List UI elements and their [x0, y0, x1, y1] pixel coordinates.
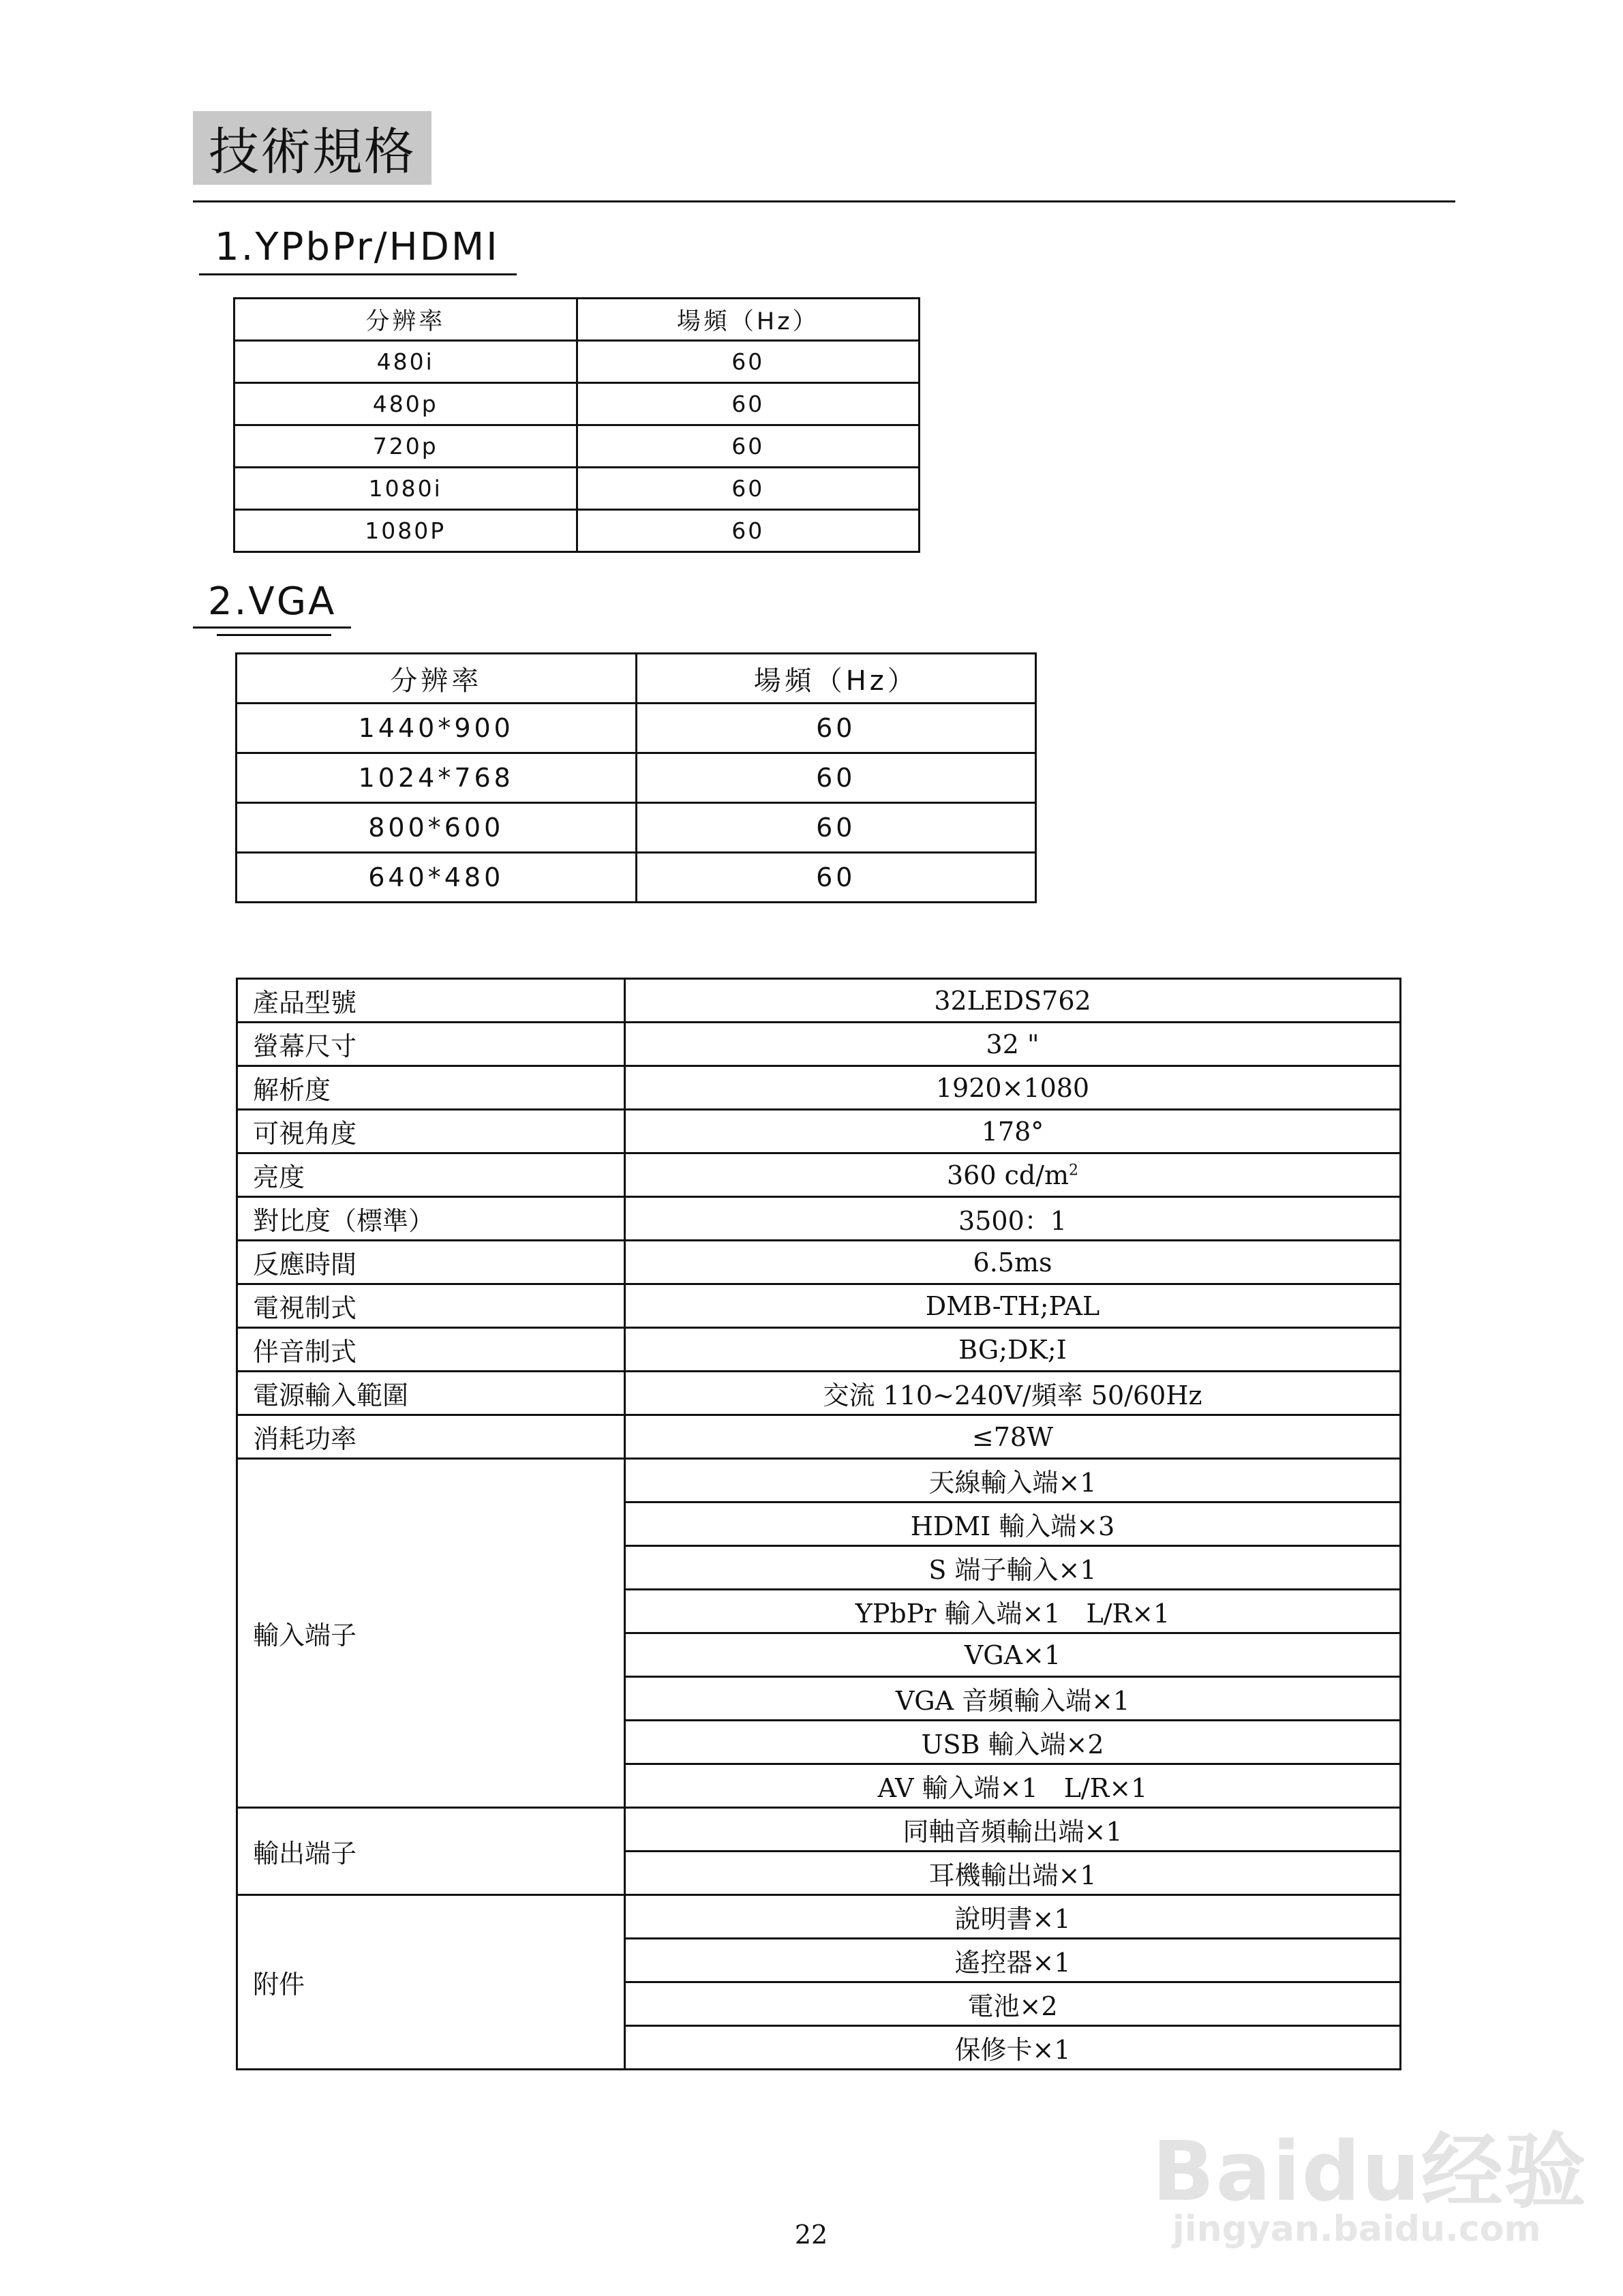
watermark-brand: Baidu经验 — [1152, 2125, 1588, 2220]
frequency-cell: 60 — [636, 753, 1036, 803]
resolution-cell: 1080P — [234, 510, 577, 552]
spec-value: 天線輸入端×1 — [625, 1459, 1401, 1502]
spec-value: BG;DK;I — [625, 1328, 1401, 1372]
spec-value: 同軸音頻輸出端×1 — [625, 1808, 1401, 1852]
spec-group-label-outputs: 輸出端子 — [237, 1808, 625, 1895]
table-row — [237, 1284, 1401, 1328]
spec-value — [625, 1153, 1401, 1197]
table-row — [237, 1415, 1401, 1459]
table-row — [237, 1023, 1401, 1066]
spec-label: 螢幕尺寸 — [237, 1023, 625, 1066]
spec-label: 伴音制式 — [237, 1328, 625, 1372]
spec-value: USB 輸入端×2 — [625, 1721, 1401, 1764]
spec-value: VGA 音頻輸入端×1 — [625, 1677, 1401, 1721]
table-row — [237, 1808, 1401, 1852]
table-row — [237, 1459, 1401, 1502]
spec-table — [236, 978, 1401, 2070]
section1-heading-underline — [199, 273, 517, 275]
spec-value: 1920×1080 — [625, 1066, 1401, 1110]
title-divider — [193, 200, 1455, 202]
spec-value: 178° — [625, 1110, 1401, 1153]
frequency-cell: 60 — [636, 704, 1036, 753]
resolution-cell: 1080i — [234, 468, 577, 510]
spec-value: 3500：1 — [625, 1197, 1401, 1241]
frequency-cell: 60 — [577, 468, 920, 510]
resolution-cell: 1024*768 — [237, 753, 637, 803]
spec-value: 說明書×1 — [625, 1895, 1401, 1939]
section2-heading-underline — [193, 626, 351, 629]
table-row — [234, 468, 920, 510]
spec-label: 反應時間 — [237, 1241, 625, 1284]
table-header-row — [237, 654, 1036, 704]
column-header-resolution: 分辨率 — [234, 299, 577, 341]
table-row — [234, 341, 920, 383]
spec-value: 遙控器×1 — [625, 1939, 1401, 1982]
table-row — [237, 853, 1036, 903]
table-row — [234, 510, 920, 552]
frequency-cell: 60 — [577, 425, 920, 468]
spec-group-label-inputs: 輸入端子 — [237, 1459, 625, 1808]
spec-value: HDMI 輸入端×3 — [625, 1502, 1401, 1546]
spec-group-label-accessories: 附件 — [237, 1895, 625, 2070]
frequency-cell: 60 — [577, 383, 920, 425]
table-row — [237, 753, 1036, 803]
frequency-cell: 60 — [577, 341, 920, 383]
spec-value: 32LEDS762 — [625, 979, 1401, 1023]
spec-value: 耳機輸出端×1 — [625, 1852, 1401, 1895]
brightness-value: 360 cd/m — [946, 1160, 1070, 1190]
column-header-frequency: 場頻（Hz） — [636, 654, 1036, 704]
table-row — [237, 1328, 1401, 1372]
spec-value: AV 輸入端×1 L/R×1 — [625, 1764, 1401, 1808]
table-row — [237, 1241, 1401, 1284]
resolution-cell: 720p — [234, 425, 577, 468]
table-row — [237, 1110, 1401, 1153]
table-row — [234, 383, 920, 425]
superscript-exponent: 2 — [1069, 1161, 1079, 1179]
table-header-row — [234, 299, 920, 341]
frequency-cell: 60 — [636, 803, 1036, 853]
section2-heading: 2.VGA — [208, 579, 337, 624]
spec-value: 32 " — [625, 1023, 1401, 1066]
spec-value: 交流 110~240V/頻率 50/60Hz — [625, 1372, 1401, 1415]
section2-heading-double-underline — [217, 634, 331, 636]
section1-heading: 1.YPbPr/HDMI — [215, 225, 500, 269]
table-row — [237, 1372, 1401, 1415]
table-row — [237, 803, 1036, 853]
table-row — [237, 1197, 1401, 1241]
spec-value: 6.5ms — [625, 1241, 1401, 1284]
spec-label: 產品型號 — [237, 979, 625, 1023]
resolution-cell: 480i — [234, 341, 577, 383]
spec-label: 對比度（標準） — [237, 1197, 625, 1241]
page-title: 技術規格 — [209, 123, 416, 181]
table-row — [237, 1895, 1401, 1939]
vga-table — [235, 652, 1037, 903]
table-row — [234, 425, 920, 468]
table-row — [237, 979, 1401, 1023]
frequency-cell: 60 — [636, 853, 1036, 903]
spec-label: 電源輸入範圍 — [237, 1372, 625, 1415]
spec-label: 消耗功率 — [237, 1415, 625, 1459]
frequency-cell: 60 — [577, 510, 920, 552]
spec-label: 電視制式 — [237, 1284, 625, 1328]
column-header-frequency: 場頻（Hz） — [577, 299, 920, 341]
resolution-cell: 640*480 — [237, 853, 637, 903]
spec-value: 保修卡×1 — [625, 2026, 1401, 2070]
page-number: 22 — [794, 2220, 828, 2250]
resolution-cell: 800*600 — [237, 803, 637, 853]
spec-label: 解析度 — [237, 1066, 625, 1110]
column-header-resolution: 分辨率 — [237, 654, 637, 704]
spec-value: YPbPr 輸入端×1 L/R×1 — [625, 1590, 1401, 1633]
watermark-url: jingyan.baidu.com — [1172, 2209, 1541, 2250]
spec-value: VGA×1 — [625, 1633, 1401, 1677]
spec-value: DMB-TH;PAL — [625, 1284, 1401, 1328]
page-title-block — [193, 111, 431, 185]
spec-label: 可視角度 — [237, 1110, 625, 1153]
spec-value: 電池×2 — [625, 1982, 1401, 2026]
table-row — [237, 1066, 1401, 1110]
resolution-cell: 480p — [234, 383, 577, 425]
spec-value: ≤78W — [625, 1415, 1401, 1459]
spec-label: 亮度 — [237, 1153, 625, 1197]
baidu-watermark — [1152, 2106, 1588, 2263]
table-row — [237, 1153, 1401, 1197]
resolution-cell: 1440*900 — [237, 704, 637, 753]
spec-value: S 端子輸入×1 — [625, 1546, 1401, 1590]
ypbpr-hdmi-table — [233, 297, 920, 553]
table-row — [237, 704, 1036, 753]
